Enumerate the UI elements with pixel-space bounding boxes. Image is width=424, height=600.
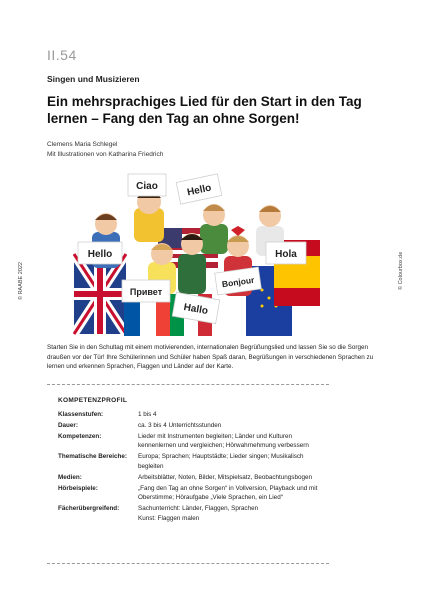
kp-row-kompetenzen — [58, 432, 323, 451]
sign-hallo-text: Hallo — [182, 301, 209, 318]
divider-top — [47, 384, 329, 385]
kp-row-dauer — [58, 421, 323, 430]
sign-ciao — [128, 174, 166, 196]
kp-row-medien — [58, 473, 323, 482]
intro-paragraph: Starten Sie in den Schultag mit einem motivierenden, internationalen Begrüßungslied und lassen Sie so die Sorgen draußen vor der Tür! Ihre Schülerinnen und Schüler haben Spaß daran, Begrüßungen in verschiedenen Sprachen zu lernen und erkennen Sprachen, Flaggen und Länder auf der Karte. — [47, 344, 374, 371]
kp-value: Lieder mit Instrumenten begleiten; Länder und Kulturen kennenlernen und vergleichen; Hörwahrnehmung verbessern — [138, 433, 309, 450]
kp-label: Fächerübergreifend: — [58, 505, 120, 513]
illustrator-line: Mit Illustrationen von Katharina Friedrich — [47, 151, 164, 158]
sign-hola-text: Hola — [275, 249, 297, 260]
child-body — [200, 224, 228, 254]
kp-value: ca. 3 bis 4 Unterrichtsstunden — [138, 422, 222, 429]
kompetenzprofil-heading: KOMPETENZPROFIL — [58, 397, 128, 404]
sign-hello-left — [78, 242, 122, 264]
kp-label: Dauer: — [58, 422, 78, 429]
kompetenzprofil-table — [58, 410, 323, 525]
sign-hello-top-text: Hello — [186, 182, 213, 199]
category-label: Singen und Musizieren — [47, 74, 140, 84]
copyright-left: © RAABE 2022 — [18, 262, 24, 300]
kp-value: Sachunterricht: Länder, Flaggen, Sprachen Kunst: Flaggen malen — [138, 505, 259, 522]
child-body — [178, 254, 206, 294]
sign-privet — [122, 280, 170, 302]
author-line: Clemens Maria Schlegel — [47, 141, 118, 148]
page-title: Ein mehrsprachiges Lied für den Start in den Tag lernen – Fang den Tag an ohne Sorgen! — [47, 94, 362, 126]
kp-label: Hörbeispiele: — [58, 484, 98, 492]
kp-value: 1 bis 4 — [138, 411, 157, 418]
section-code: II.54 — [47, 47, 77, 63]
sign-hola — [266, 242, 306, 264]
kp-value: „Fang den Tag an ohne Sorgen“ in Vollversion, Playback und mit Oberstimme; Höraufgabe „Viele Sprachen, ein Lied“ — [138, 484, 318, 502]
kp-label: Kompetenzen: — [58, 433, 102, 440]
kp-row-hoerbeispiele — [58, 484, 323, 503]
sign-ciao-text: Ciao — [136, 181, 158, 192]
kp-value: Europa; Sprachen; Hauptstädte; Lieder singen; Musikalisch begleiten — [138, 453, 304, 470]
copyright-right: © Colourbox.de — [398, 251, 404, 290]
sign-hello-left-text: Hello — [87, 249, 113, 260]
kp-row-faecheruebergreifend — [58, 504, 323, 523]
children-with-signs-photo — [66, 168, 328, 338]
kp-label: Medien: — [58, 473, 82, 481]
sign-bonjour-text: Bonjour — [221, 274, 255, 290]
divider-bottom — [47, 563, 329, 564]
kp-row-thematische-bereiche — [58, 452, 323, 471]
kp-label: Klassenstufen: — [58, 411, 104, 418]
kp-value: Arbeitsblätter, Noten, Bilder, Mitspielsatz, Beobachtungsbogen — [138, 473, 312, 481]
kp-label: Thematische Bereiche: — [58, 453, 127, 461]
kp-row-klassenstufen — [58, 410, 323, 419]
sign-privet-text: Привет — [129, 287, 163, 297]
